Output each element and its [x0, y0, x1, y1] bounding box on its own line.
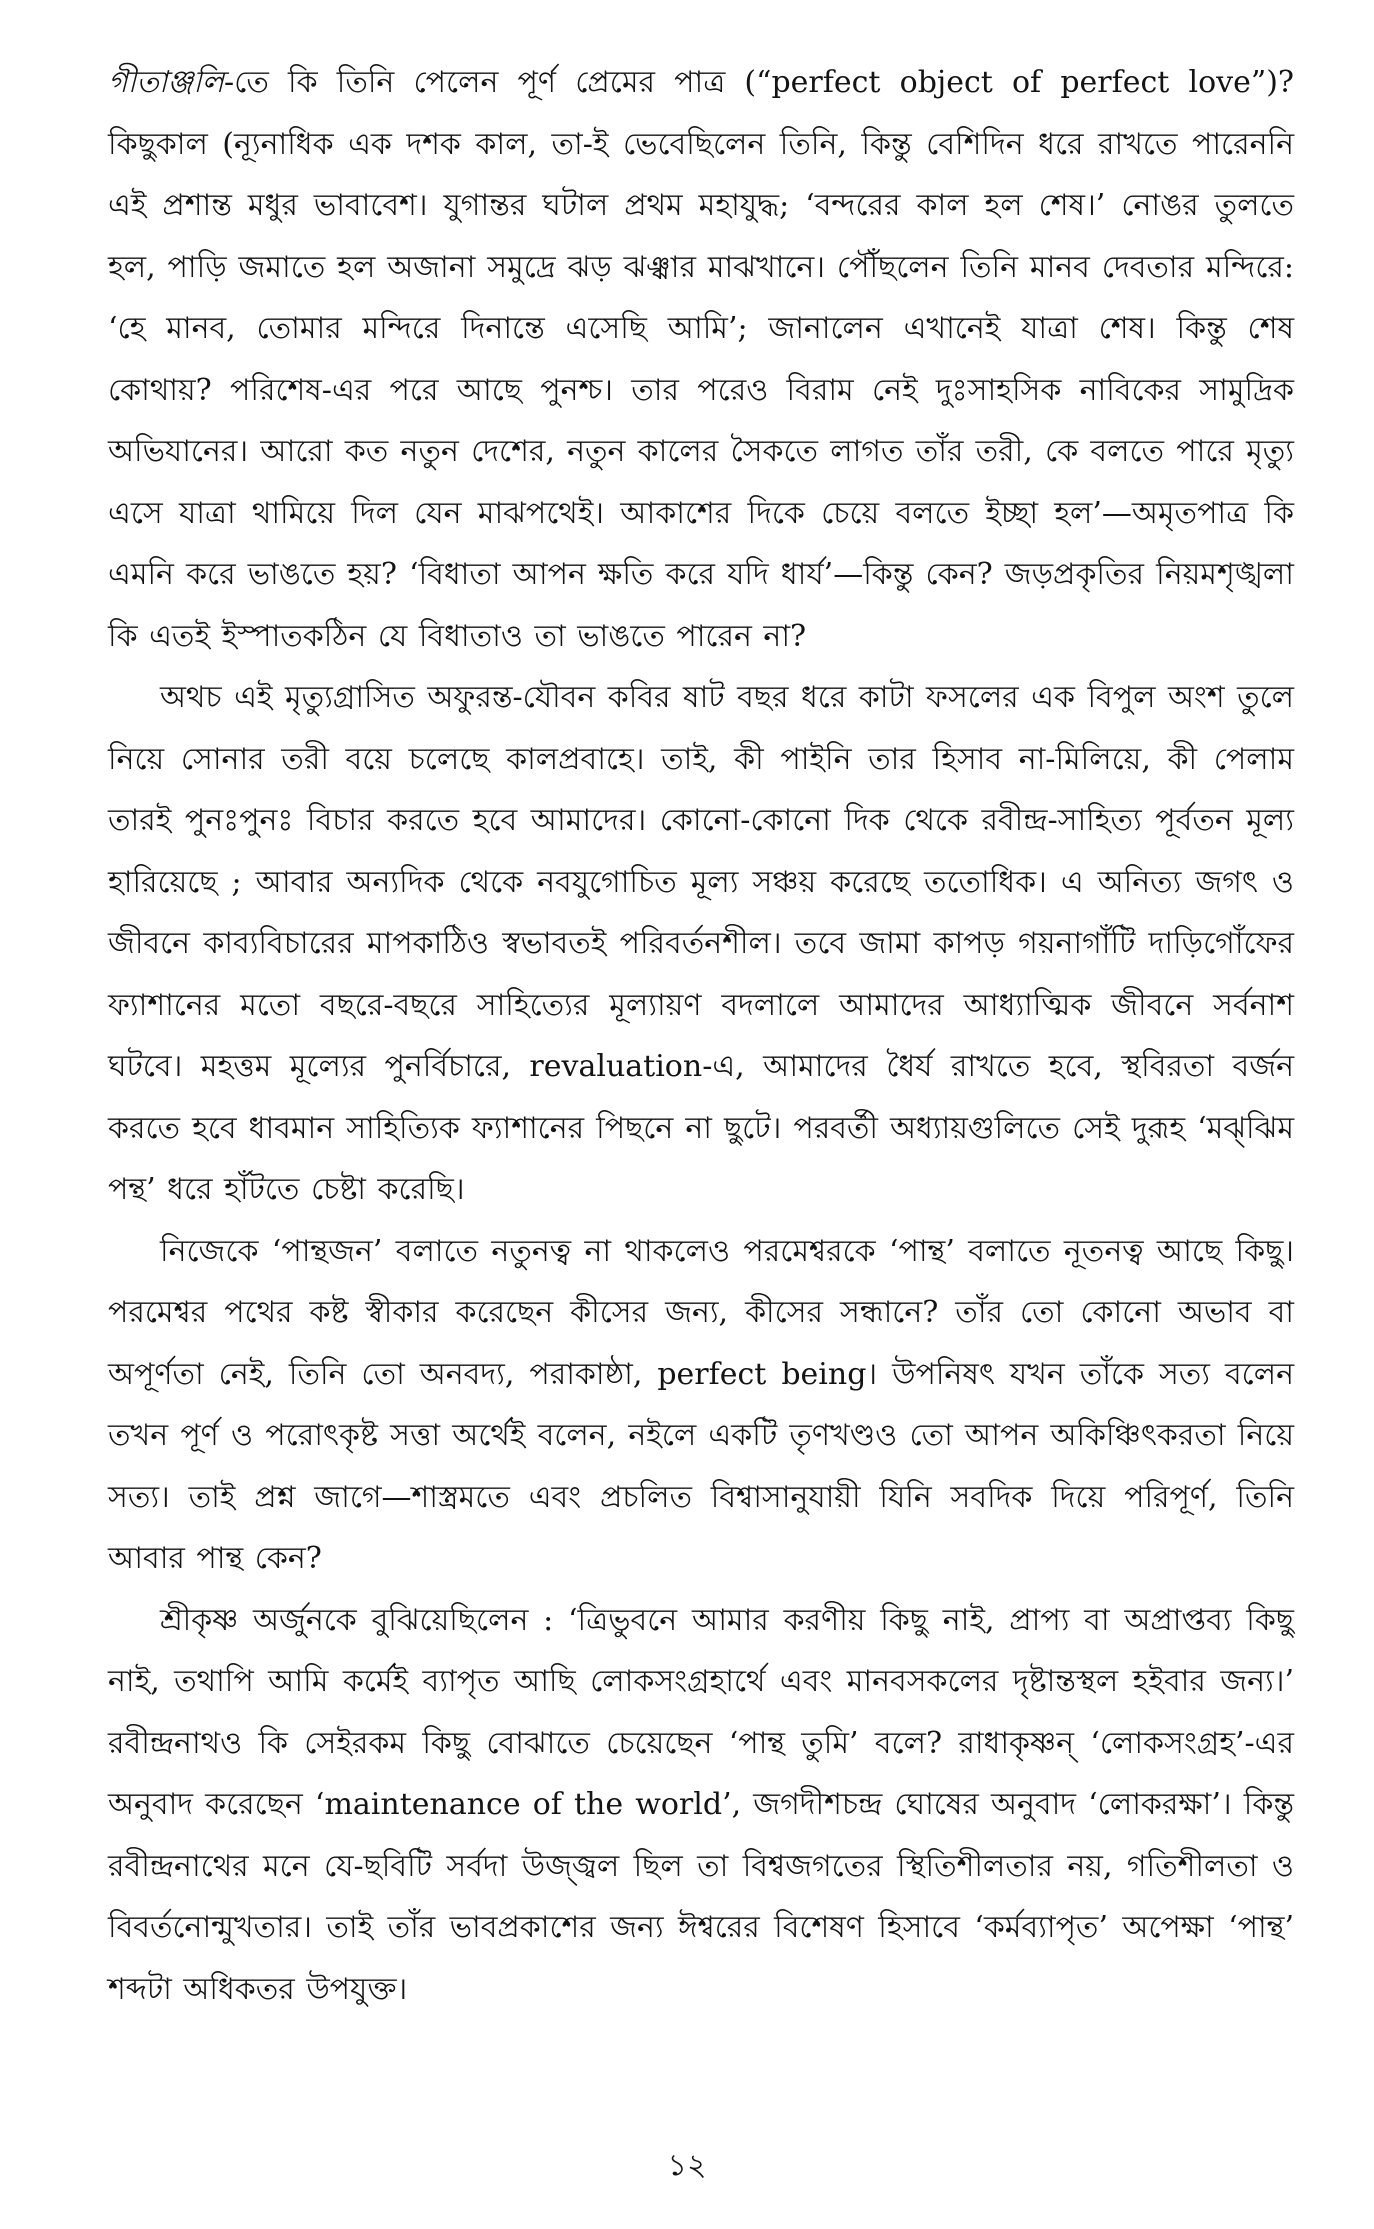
paragraph-1-text: -তে কি তিনি পেলেন পূর্ণ প্রেমের পাত্র (“perfect object of perfect love”)? কিছুকাল (ন্যূনাধিক এক দশক কাল, তা-ই ভেবেছিলেন তিনি, কিন্তু বেশিদিন ধরে রাখতে পারেননি এই প্রশান্ত মধুর ভাবাবেশ। যুগান্তর ঘটাল প্রথম মহাযুদ্ধ; ‘বন্দরের কাল হল শেষ।’ নোঙর তুলতে হল, পাড়ি জমাতে হল অজানা সমুদ্রে ঝড় ঝঞ্ঝার মাঝখানে। পৌঁছলেন তিনি মানব দেবতার মন্দিরে: ‘হে মানব, তোমার মন্দিরে দিনান্তে এসেছি আমি’; জানালেন এখানেই যাত্রা শেষ। কিন্তু শেষ কোথায়? পরিশেষ-এর পরে আছে পুনশ্চ। তার পরেও বিরাম নেই দুঃসাহসিক নাবিকের সামুদ্রিক অভিযানের। আরো কত নতুন দেশের, নতুন কালের সৈকতে লাগত তাঁর তরী, কে বলতে পারে মৃত্যু এসে যাত্রা থামিয়ে দিল যেন মাঝপথেই। আকাশের দিকে চেয়ে বলতে ইচ্ছা হল’—অমৃতপাত্র কি এমনি করে ভাঙতে হয়? ‘বিধাতা আপন ক্ষতি করে যদি ধার্য’—কিন্তু কেন? জড়প্রকৃতির নিয়মশৃঙ্খলা কি এতই ইস্পাতকঠিন যে বিধাতাও তা ভাঙতে পারেন না? [108, 65, 1294, 654]
paragraph-4: শ্রীকৃষ্ণ অর্জুনকে বুঝিয়েছিলেন : ‘ত্রিভুবনে আমার করণীয় কিছু নাই, প্রাপ্য বা অপ্রাপ্তব্য কিছু নাই, তথাপি আমি কর্মেই ব্যাপৃত আছি লোকসংগ্রহার্থে এবং মানবসকলের দৃষ্টান্তস্থল হইবার জন্য।’ রবীন্দ্রনাথও কি সেইরকম কিছু বোঝাতে চেয়েছেন ‘পান্থ তুমি’ বলে? রাধাকৃষ্ণন্ ‘লোকসংগ্রহ’-এর অনুবাদ করেছেন ‘maintenance of the world’, জগদীশচন্দ্র ঘোষের অনুবাদ ‘লোকরক্ষা’। কিন্তু রবীন্দ্রনাথের মনে যে-ছবিটি সর্বদা উজ্জ্বল ছিল তা বিশ্বজগতের স্থিতিশীলতার নয়, গতিশীলতা ও বিবর্তনোন্মুখতার। তাই তাঁর ভাবপ্রকাশের জন্য ঈশ্বরের বিশেষণ হিসাবে ‘কর্মব্যাপৃত’ অপেক্ষা ‘পান্থ’ শব্দটা অধিকতর উপযুক্ত। [108, 1602, 1294, 2007]
paragraph-2: অথচ এই মৃত্যুগ্রাসিত অফুরন্ত-যৌবন কবির ষাট বছর ধরে কাটা ফসলের এক বিপুল অংশ তুলে নিয়ে সোনার তরী বয়ে চলেছে কালপ্রবাহে। তাই, কী পাইনি তার হিসাব না-মিলিয়ে, কী পেলাম তারই পুনঃপুনঃ বিচার করতে হবে আমাদের। কোনো-কোনো দিক থেকে রবীন্দ্র-সাহিত্য পূর্বতন মূল্য হারিয়েছে ; আবার অন্যদিক থেকে নবযুগোচিত মূল্য সঞ্চয় করেছে ততোধিক। এ অনিত্য জগৎ ও জীবনে কাব্যবিচারের মাপকাঠিও স্বভাবতই পরিবর্তনশীল। তবে জামা কাপড় গয়নাগাঁটি দাড়িগোঁফের ফ্যাশানের মতো বছরে-বছরে সাহিত্যের মূল্যায়ণ বদলালে আমাদের আধ্যাত্মিক জীবনে সর্বনাশ ঘটবে। মহত্তম মূল্যের পুনর্বিচারে, revaluation-এ, আমাদের ধৈর্য রাখতে হবে, স্থবিরতা বর্জন করতে হবে ধাবমান সাহিত্যিক ফ্যাশানের পিছনে না ছুটে। পরবর্তী অধ্যায়গুলিতে সেই দুরূহ ‘মঝ্‌ঝিম পন্থ’ ধরে হাঁটতে চেষ্টা করেছি। [108, 680, 1295, 1207]
paragraph-3: নিজেকে ‘পান্থজন’ বলাতে নতুনত্ব না থাকলেও পরমেশ্বরকে ‘পান্থ’ বলাতে নূতনত্ব আছে কিছু। পরমেশ্বর পথের কষ্ট স্বীকার করেছেন কীসের জন্য, কীসের সন্ধানে? তাঁর তো কোনো অভাব বা অপূর্ণতা নেই, তিনি তো অনবদ্য, পরাকাষ্ঠা, perfect being। উপনিষৎ যখন তাঁকে সত্য বলেন তখন পূর্ণ ও পরোৎকৃষ্ট সত্তা অর্থেই বলেন, নইলে একটি তৃণখণ্ডও তো আপন অকিঞ্চিৎকরতা নিয়ে সত্য। তাই প্রশ্ন জাগে—শাস্ত্রমতে এবং প্রচলিত বিশ্বাসানুযায়ী যিনি সবদিক দিয়ে পরিপূর্ণ, তিনি আবার পান্থ কেন? [108, 1233, 1294, 1576]
body-text [108, 52, 1294, 2020]
page-number: ১২ [667, 2148, 707, 2183]
book-title-gitanjali: গীতাঞ্জলি [108, 65, 225, 100]
paragraph-1 [108, 52, 1294, 667]
